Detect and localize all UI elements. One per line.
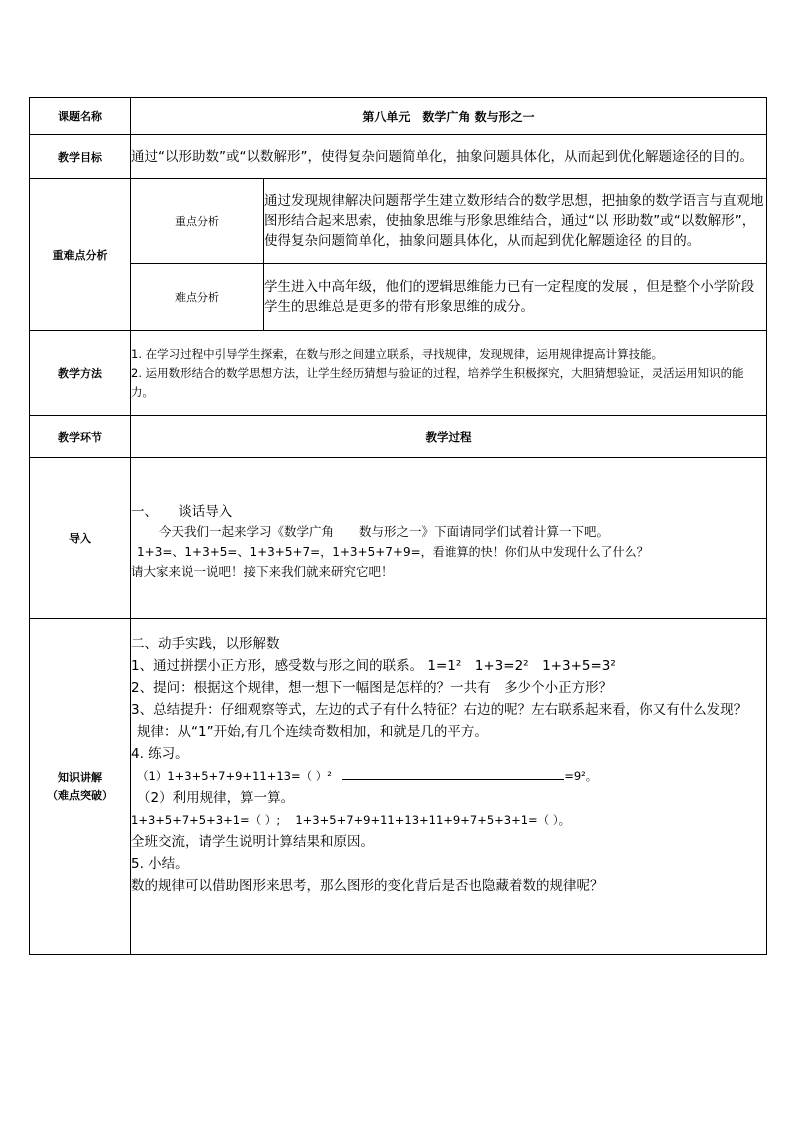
analysis-label: 重难点分析 [30, 179, 131, 331]
knowledge-step-3: 3、总结提升：仔细观察等式，左边的式子有什么特征？右边的呢？左右联系起来看，你又有什么发现？ [131, 702, 748, 718]
knowledge-step-2: 2、提问：根据这个规律，想一想下一幅图是怎样的？一共有 多少个小正方形？ [131, 680, 613, 696]
exercise-2-equations: 1+3+5+7+5+3+1=（ ）; 1+3+5+7+9+11+13+11+9+7+5+3+1=（ ）。 [131, 813, 571, 827]
exercise-1-right: =9²。 [564, 769, 598, 783]
difficult-analysis-label: 难点分析 [131, 264, 264, 331]
process-header: 教学过程 [131, 416, 767, 458]
method-label: 教学方法 [30, 331, 131, 416]
method-row [30, 331, 767, 416]
exercise-1-answer-line[interactable] [342, 765, 564, 780]
key-analysis-row [30, 179, 767, 264]
knowledge-label [30, 619, 131, 955]
intro-closing: 请大家来说一说吧！接下来我们就来研究它吧！ [131, 564, 394, 579]
exercise-2: （2）利用规律，算一算。 [137, 790, 295, 806]
method-item-2: 2. 运用数形结合的数学思想方法，让学生经历猜想与验证的过程，培养学生积极探究，大胆猜想验证，灵活运用知识的能力。 [131, 365, 744, 399]
key-analysis-label: 重点分析 [131, 179, 264, 264]
intro-row [30, 458, 767, 619]
intro-text: 今天我们一起来学习《数学广角 数与形之一》下面请同学们试着计算一下吧。 [159, 524, 610, 539]
process-header-row [30, 416, 767, 458]
intro-exercise: 1+3=、1+3+5=、1+3+5+7=，1+3+5+7+9=，看谁算的快！你们从中发现什么了什么？ [137, 545, 649, 559]
exercise-1 [131, 765, 766, 787]
knowledge-heading: 二、动手实践，以形解数 [131, 636, 280, 652]
goal-row [30, 135, 767, 179]
knowledge-share: 全班交流，请学生说明计算结果和原因。 [131, 834, 374, 850]
knowledge-step-4: 4. 练习。 [131, 746, 189, 762]
course-row [30, 98, 767, 135]
intro-heading: 一、 谈话导入 [131, 504, 233, 520]
exercise-1-left: （1）1+3+5+7+9+11+13=（ ）² [137, 769, 332, 783]
stage-header: 教学环节 [30, 416, 131, 458]
knowledge-label-main: 知识讲解 [58, 770, 102, 784]
key-analysis-text: 通过发现规律解决问题帮学生建立数形结合的数学思想，把抽象的数学语言与直观地图形结合起来思索，使抽象思维与形象思维结合，通过“以 形助数”或“以数解形”，使得复杂问题简单化，抽象问题具体化，从而起到优化解题途径 的目的。 [264, 193, 764, 249]
course-title: 第八单元 数学广角 数与形之一 [131, 98, 767, 135]
lesson-plan-table [29, 97, 767, 955]
intro-label: 导入 [30, 458, 131, 619]
goal-label: 教学目标 [30, 135, 131, 179]
knowledge-rule: 规律：从“1”开始,有几个连续奇数相加，和就是几的平方。 [137, 724, 488, 740]
knowledge-label-sub: （难点突破） [47, 788, 113, 802]
difficult-analysis-text: 学生进入中高年级，他们的逻辑思维能力已有一定程度的发展 ，但是整个小学阶段学生的思维总是更多的带有形象思维的成分。 [264, 279, 755, 315]
method-item-1: 1. 在学习过程中引导学生探索，在数与形之间建立联系，寻找规律，发现规律，运用规律提高计算技能。 [131, 346, 664, 361]
difficult-analysis-row [30, 264, 767, 331]
knowledge-step-1: 1、通过拼摆小正方形，感受数与形之间的联系。 1=1² 1+3=2² 1+3+5=3² [131, 658, 616, 674]
knowledge-summary: 数的规律可以借助图形来思考，那么图形的变化背后是否也隐藏着数的规律呢？ [131, 878, 604, 894]
course-label: 课题名称 [30, 98, 131, 135]
knowledge-row [30, 619, 767, 955]
knowledge-step-5: 5. 小结。 [131, 856, 189, 872]
goal-text: 通过“以形助数”或“以数解形”，使得复杂问题简单化，抽象问题具体化，从而起到优化解题途径的目的。 [131, 148, 753, 165]
